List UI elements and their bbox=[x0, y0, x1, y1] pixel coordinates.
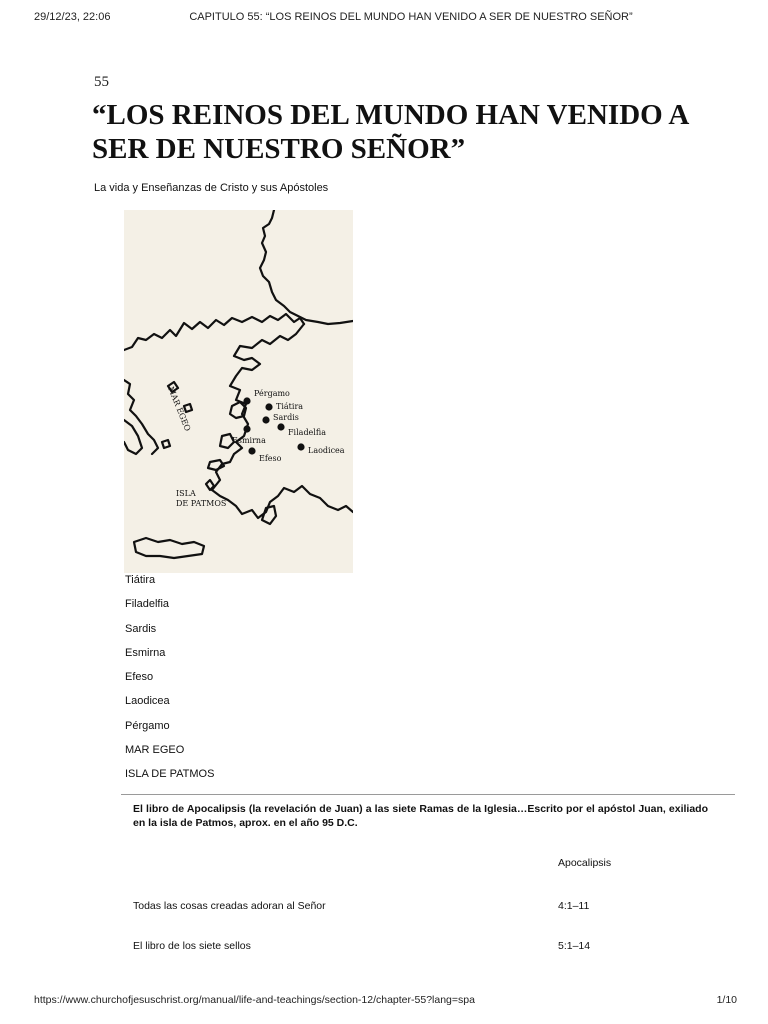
page-title: “LOS REINOS DEL MUNDO HAN VENIDO A SER DE NUESTRO SEÑOR” bbox=[92, 99, 688, 165]
legend-item: MAR EGEO bbox=[125, 744, 185, 757]
legend-item: Tiátira bbox=[125, 574, 156, 586]
map-label-sardis: Sardis bbox=[273, 413, 299, 422]
legend-item: Efeso bbox=[125, 671, 154, 684]
reference-citation: 5:1–14 bbox=[558, 940, 591, 952]
map-label-mar-egeo: MAR EGEO bbox=[166, 385, 193, 433]
map-drawing bbox=[124, 210, 353, 573]
references-header: Apocalipsis bbox=[558, 857, 612, 869]
reference-topic: El libro de los siete sellos bbox=[133, 940, 251, 952]
page-subtitle: La vida y Enseñanzas de Cristo y sus Apóstoles bbox=[94, 182, 329, 194]
print-doc-title: CAPITULO 55: “LOS REINOS DEL MUNDO HAN VENIDO A SER DE NUESTRO SEÑOR” bbox=[189, 11, 633, 23]
legend-item: Laodicea bbox=[125, 695, 170, 708]
esmirna-dot bbox=[243, 425, 250, 432]
legend-item: ISLA DE PATMOS bbox=[125, 768, 215, 781]
filadelfia-dot bbox=[277, 423, 284, 430]
map-label-laodicea: Laodicea bbox=[308, 446, 345, 455]
page-number: 1/10 bbox=[716, 994, 737, 1006]
crete-island bbox=[134, 538, 204, 558]
northern-coastline bbox=[260, 210, 353, 324]
reference-citation: 4:1–11 bbox=[558, 900, 590, 912]
map-label-isla: ISLA bbox=[176, 489, 196, 498]
legend-item: Pérgamo bbox=[125, 719, 170, 732]
greece-coastline-2 bbox=[124, 420, 142, 454]
laodicea-dot bbox=[297, 443, 304, 450]
divider bbox=[121, 794, 735, 795]
map-label-esmirna: Esmirna bbox=[232, 436, 266, 445]
patmos-island bbox=[206, 480, 214, 490]
legend-item: Filadelfia bbox=[125, 598, 170, 611]
legend-item: Esmirna bbox=[125, 646, 166, 659]
rhodes-island bbox=[262, 506, 276, 524]
map-caption: El libro de Apocalipsis (la revelación de Juan) a las siete Ramas de la Iglesia…Escrito por el apóstol Juan, exiliado en la isla de Patmos, aprox. en el año 95 D.C. bbox=[133, 803, 708, 829]
thrace-coastline bbox=[124, 314, 304, 350]
map-label-pergamo: Pérgamo bbox=[254, 389, 290, 398]
map-label-filadelfia: Filadelfia bbox=[288, 428, 326, 437]
map-legend bbox=[125, 573, 214, 792]
page-url: https://www.churchofjesuschrist.org/manual/life-and-teachings/section-12/chapter-55?lang=spa bbox=[34, 994, 475, 1006]
pergamo-dot bbox=[243, 397, 250, 404]
map-label-efeso: Efeso bbox=[259, 454, 282, 463]
tiatira-dot bbox=[265, 403, 272, 410]
anatolia-west-coast bbox=[212, 486, 353, 518]
map-label-tiatira: Tiátira bbox=[276, 402, 304, 411]
efeso-dot bbox=[248, 447, 255, 454]
sardis-dot bbox=[262, 416, 269, 423]
print-date: 29/12/23, 22:06 bbox=[34, 11, 111, 23]
chapter-number: 55 bbox=[94, 74, 109, 90]
reference-topic: Todas las cosas creadas adoran al Señor bbox=[133, 900, 326, 912]
map-label-patmos: DE PATMOS bbox=[176, 499, 227, 508]
asia-minor-map bbox=[124, 210, 353, 573]
legend-item: Sardis bbox=[125, 622, 157, 635]
